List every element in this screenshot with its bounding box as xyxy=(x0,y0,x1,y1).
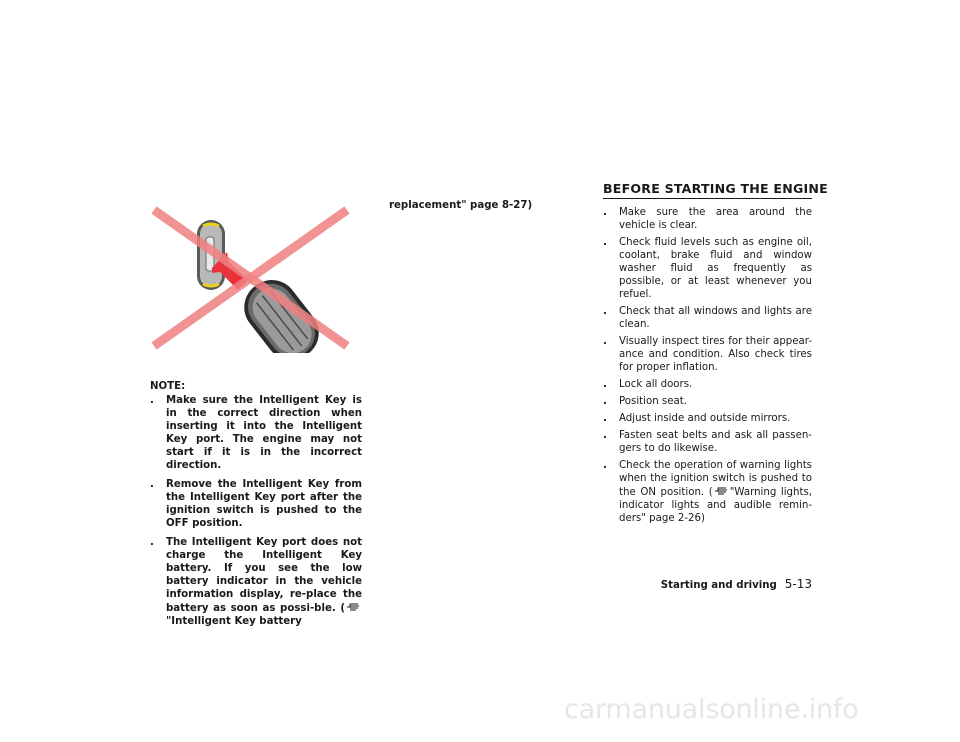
note-bullet-text: Remove the Intelligent Key from the Intelligent Key port after the ignition switch is pushed to the OFF position. xyxy=(166,479,362,529)
page-number: 5-13 xyxy=(784,577,812,591)
checklist xyxy=(603,206,812,529)
checklist-item: . Check fluid levels such as engine oil, coolant, brake fluid and window washer fluid as frequently as possible, or at least whenever you refuel. xyxy=(603,237,812,300)
note-bullet: . Remove the Intelligent Key from the Intelligent Key port after the ignition switch is pushed to the OFF position. xyxy=(150,479,362,529)
section-divider xyxy=(603,198,812,199)
reference-hand-icon xyxy=(346,601,361,612)
note-block xyxy=(150,380,362,634)
checklist-item: . Make sure the area around the vehicle is clear. xyxy=(603,207,812,231)
reference-hand-icon xyxy=(714,485,729,496)
note-bullet: . Make sure the Intelligent Key is in the correct direction when inserting it into the Intelligent Key port. The engine may not start if it is in the incorrect direction. xyxy=(150,395,362,471)
note-continuation: replacement" page 8-27) xyxy=(389,200,533,211)
checklist-reference-link[interactable]: "Warning lights, indicator lights and audible remin-ders" page 2-26) xyxy=(619,487,813,524)
checklist-item: . Fasten seat belts and ask all passen-gers to do likewise. xyxy=(603,430,812,454)
checklist-item: . Visually inspect tires for their appear-ance and condition. Also check tires for proper inflation. xyxy=(603,336,812,373)
page-footer xyxy=(661,577,812,591)
checklist-item: . Check the operation of warning lights when the ignition switch is pushed to the ON position. ( "Warning lights, indicator lights and audible remin-ders" page 2-26) xyxy=(603,460,813,524)
note-bullet: . The Intelligent Key port does not charge the Intelligent Key battery. If you see the low battery indicator in the vehicle information display, re-place the battery as soon as possi-ble. ("Intelligent Key battery xyxy=(150,537,362,627)
checklist-item: . Lock all doors. xyxy=(603,379,693,390)
checklist-item: . Adjust inside and outside mirrors. xyxy=(603,413,791,424)
checklist-item: . Check that all windows and lights are clean. xyxy=(603,306,812,330)
note-reference-link[interactable]: "Intelligent Key battery xyxy=(166,616,302,627)
section-title: BEFORE STARTING THE ENGINE xyxy=(603,181,828,196)
note-bullet-text: The Intelligent Key port does not charge the Intelligent Key battery. If you see the low battery indicator in the vehicle information display, re-place the battery as soon as possi-ble. ( xyxy=(166,537,362,614)
note-title: NOTE: xyxy=(150,381,186,392)
watermark: carmanualsonline.info xyxy=(564,694,859,725)
checklist-item: . Position seat. xyxy=(603,396,687,407)
note-bullet-text: Make sure the Intelligent Key is in the correct direction when inserting it into the Intelligent Key port. The engine may not start if it is in the incorrect direction. xyxy=(166,395,362,471)
incorrect-key-insertion-illustration xyxy=(150,200,361,353)
footer-section-name: Starting and driving xyxy=(660,580,777,591)
